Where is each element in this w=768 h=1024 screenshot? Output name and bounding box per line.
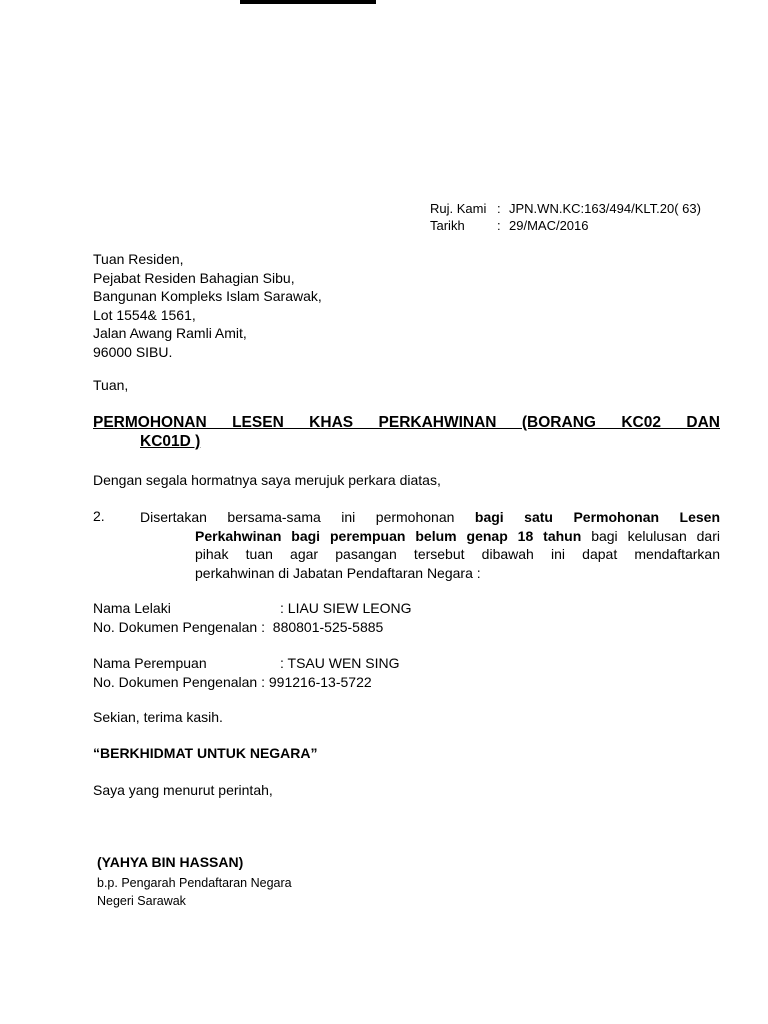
signatory-title-line: b.p. Pengarah Pendaftaran Negara bbox=[97, 876, 292, 890]
male-doc-label: No. Dokumen Pengenalan : bbox=[93, 618, 265, 635]
female-name-value: : TSAU WEN SING bbox=[280, 655, 400, 671]
date-value: 29/MAC/2016 bbox=[509, 218, 589, 233]
closing-remark: Sekian, terima kasih. bbox=[93, 709, 223, 725]
subject-line-2: KC01D ) bbox=[140, 433, 201, 450]
female-name-label: Nama Perempuan bbox=[93, 655, 207, 671]
male-name-value: : LIAU SIEW LEONG bbox=[280, 600, 412, 616]
paragraph-body bbox=[140, 508, 720, 582]
male-doc-row bbox=[93, 618, 411, 637]
female-name-row bbox=[93, 654, 400, 673]
paragraph-text: bagi kelulusan dari bbox=[591, 527, 720, 544]
reference-row bbox=[430, 200, 701, 217]
address-line: Jalan Awang Ramli Amit, bbox=[93, 325, 247, 341]
paragraph-text: Disertakan bersama-sama ini permohonan bbox=[140, 509, 455, 525]
signatory-title bbox=[97, 874, 292, 910]
date-separator: : bbox=[497, 218, 501, 233]
paragraph-line: pihak tuan agar pasangan tersebut dibawah ini dapat mendaftarkan bbox=[195, 546, 720, 562]
salutation: Tuan, bbox=[93, 377, 129, 393]
recipient-address bbox=[93, 250, 322, 361]
intro-paragraph: Dengan segala hormatnya saya merujuk perkara diatas, bbox=[93, 472, 441, 488]
paragraph-line bbox=[140, 508, 720, 527]
subject-line-1: PERMOHONAN LESEN KHAS PERKAHWINAN (BORANG KC02 DAN bbox=[93, 414, 720, 431]
reference-separator: : bbox=[497, 201, 501, 216]
reference-value: JPN.WN.KC:163/494/KLT.20( 63) bbox=[509, 201, 701, 216]
reference-block bbox=[430, 200, 701, 234]
date-row bbox=[430, 217, 701, 234]
address-line: 96000 SIBU. bbox=[93, 343, 173, 360]
top-redaction-bar bbox=[240, 0, 376, 4]
male-name-label: Nama Lelaki bbox=[93, 600, 171, 616]
address-line: Tuan Residen, bbox=[93, 251, 184, 267]
male-doc-value: 880801-525-5885 bbox=[272, 618, 384, 635]
motto: “BERKHIDMAT UNTUK NEGARA” bbox=[93, 745, 318, 761]
paragraph-bold-text: Perkahwinan bagi perempuan belum genap 18 tahun bbox=[195, 527, 582, 544]
paragraph-number: 2. bbox=[93, 508, 105, 524]
signatory-title-line: Negeri Sarawak bbox=[97, 894, 186, 908]
address-line: Lot 1554& 1561, bbox=[93, 306, 196, 323]
address-line: Bangunan Kompleks Islam Sarawak, bbox=[93, 288, 322, 304]
yours-faithfully: Saya yang menurut perintah, bbox=[93, 782, 273, 798]
male-name-row bbox=[93, 599, 411, 618]
male-details bbox=[93, 599, 411, 636]
paragraph-line bbox=[140, 527, 720, 546]
paragraph-bold-text: bagi satu Permohonan Lesen bbox=[474, 509, 720, 525]
date-label: Tarikh bbox=[430, 218, 465, 233]
female-details bbox=[93, 654, 400, 691]
signatory-name: (YAHYA BIN HASSAN) bbox=[97, 854, 244, 870]
address-line: Pejabat Residen Bahagian Sibu, bbox=[93, 269, 295, 286]
reference-label: Ruj. Kami bbox=[430, 201, 487, 216]
paragraph-line: perkahwinan di Jabatan Pendaftaran Negara : bbox=[195, 564, 481, 581]
female-doc-row bbox=[93, 673, 400, 692]
female-doc-label: No. Dokumen Pengenalan : bbox=[93, 673, 265, 690]
female-doc-value: 991216-13-5722 bbox=[268, 673, 372, 690]
